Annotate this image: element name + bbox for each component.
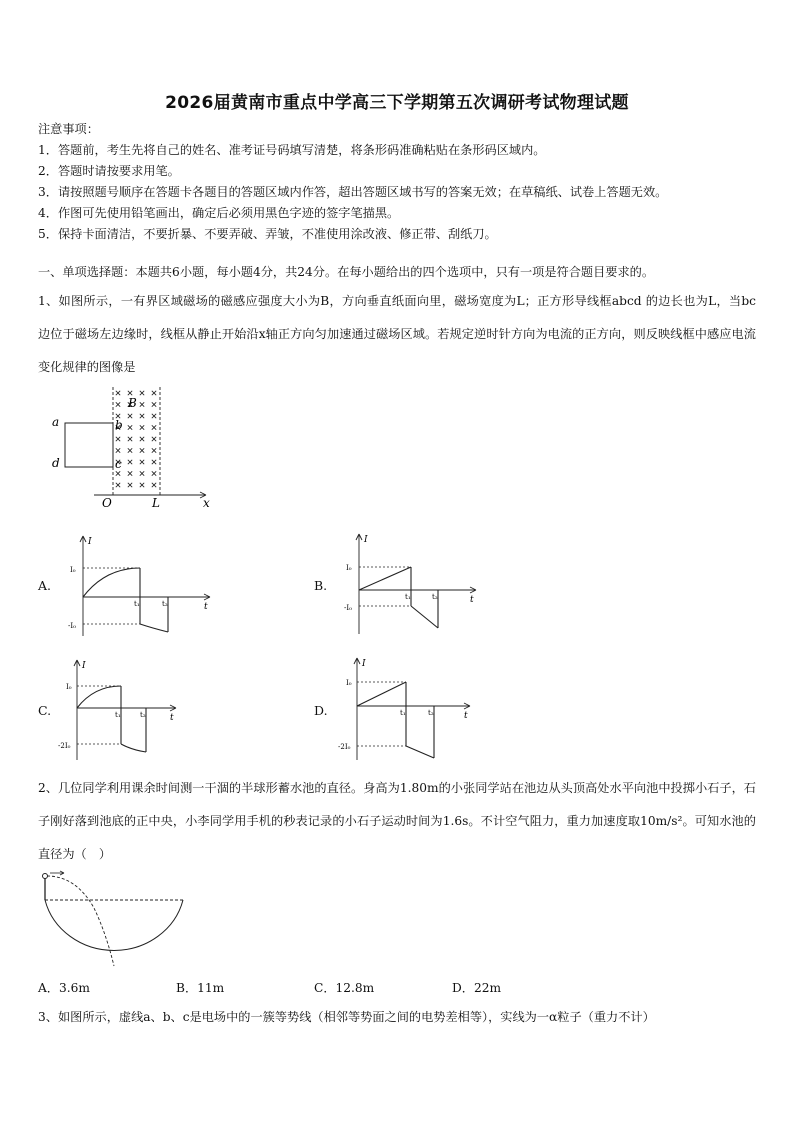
question-1-text: 1、如图所示，一有界区域磁场的磁感应强度大小为B，方向垂直纸面向里，磁场宽度为L；正方形导线框abcd 的边长也为L，当bc 边位于磁场左边缘时，线框从静止开始沿x轴正方向匀加速通过磁场区域。若规定逆时针方向为电流的正方向，则反映线框中感应电流变化规律的图像是 xyxy=(38,294,756,374)
q1-option-d-label[interactable]: D. xyxy=(314,703,328,718)
label-a: a xyxy=(52,415,60,429)
notice-item-1: 1．答题前，考生先将自己的姓名、准考证号码填写清楚，将条形码准确粘贴在条形码区域内。 xyxy=(38,143,546,157)
label-d: d xyxy=(52,456,60,470)
notice-item-2: 2．答题时请按要求用笔。 xyxy=(38,164,180,178)
tick-t1: t₁ xyxy=(115,711,121,719)
q1-option-c-graph[interactable] xyxy=(54,656,184,764)
tick-top: I₀ xyxy=(346,564,352,572)
label-c: c xyxy=(115,457,122,471)
axis-t: t xyxy=(204,602,208,612)
tick-bottom: -I₀ xyxy=(68,622,76,630)
q1-option-c-label[interactable]: C. xyxy=(38,703,52,718)
label-L: L xyxy=(152,496,160,510)
tick-t1: t₁ xyxy=(400,709,406,717)
notice-item-4: 4．作图可先使用铅笔画出，确定后必须用黑色字迹的签字笔描黑。 xyxy=(38,206,400,220)
q1-option-d-graph[interactable] xyxy=(334,654,484,764)
q2-pool-figure xyxy=(36,868,186,968)
q1-field-figure xyxy=(46,385,226,510)
notice-heading: 注意事项： xyxy=(38,122,99,136)
notice-item-5: 5．保持卡面清洁，不要折暴、不要弄破、弄皱，不准使用涂改液、修正带、刮纸刀。 xyxy=(38,227,497,241)
axis-I: I xyxy=(82,661,86,671)
label-b: b xyxy=(115,418,123,432)
axis-t: t xyxy=(464,711,468,721)
q1-option-b-graph[interactable] xyxy=(336,530,486,638)
axis-I: I xyxy=(364,535,368,545)
tick-t2: t₂ xyxy=(428,709,434,717)
question-2-text: 2、几位同学利用课余时间测一干涸的半球形蓄水池的直径。身高为1.80m的小张同学站在池边从头顶高处水平向池中投掷小石子，石子刚好落到池底的正中央，小李同学用手机的秒表记录的小石子运动时间为1.6s。不计空气阻力，重力加速度取10m/s²。可知水池的直径为（ ） xyxy=(38,781,756,861)
q2-option-d[interactable]: D．22m xyxy=(452,981,502,995)
axis-I: I xyxy=(362,659,366,669)
tick-top: I₀ xyxy=(66,683,72,691)
label-O: O xyxy=(102,496,112,510)
q1-option-a-label[interactable]: A. xyxy=(38,578,52,593)
label-x: x xyxy=(203,496,210,510)
q2-option-c[interactable]: C．12.8m xyxy=(314,981,375,995)
tick-t2: t₂ xyxy=(140,711,146,719)
tick-t2: t₂ xyxy=(162,600,168,608)
question-3-text: 3、如图所示，虚线a、b、c是电场中的一簇等势线（相邻等势面之间的电势差相等），实线为一α粒子（重力不计） xyxy=(38,1010,655,1024)
q1-option-a-graph[interactable] xyxy=(60,532,220,640)
label-B: B xyxy=(128,396,137,410)
axis-I: I xyxy=(88,537,92,547)
tick-bottom: -2I₀ xyxy=(338,743,351,751)
tick-t2: t₂ xyxy=(432,593,438,601)
tick-bottom: -I₀ xyxy=(344,604,352,612)
tick-top: I₀ xyxy=(346,679,352,687)
axis-t: t xyxy=(170,713,174,723)
q1-option-b-label[interactable]: B. xyxy=(314,578,328,593)
section-heading: 一、单项选择题：本题共6小题，每小题4分，共24分。在每小题给出的四个选项中，只有一项是符合题目要求的。 xyxy=(38,265,655,279)
exam-title: 2026届黄南市重点中学高三下学期第五次调研考试物理试题 xyxy=(165,93,629,113)
tick-t1: t₁ xyxy=(405,593,411,601)
q2-option-a[interactable]: A．3.6m xyxy=(38,981,90,995)
axis-t: t xyxy=(470,595,474,605)
q2-option-b[interactable]: B．11m xyxy=(176,981,225,995)
notice-item-3: 3．请按照题号顺序在答题卡各题目的答题区域内作答，超出答题区域书写的答案无效；在草稿纸、试卷上答题无效。 xyxy=(38,185,668,199)
tick-t1: t₁ xyxy=(134,600,140,608)
tick-top: I₀ xyxy=(70,566,76,574)
tick-bottom: -2I₀ xyxy=(58,742,71,750)
